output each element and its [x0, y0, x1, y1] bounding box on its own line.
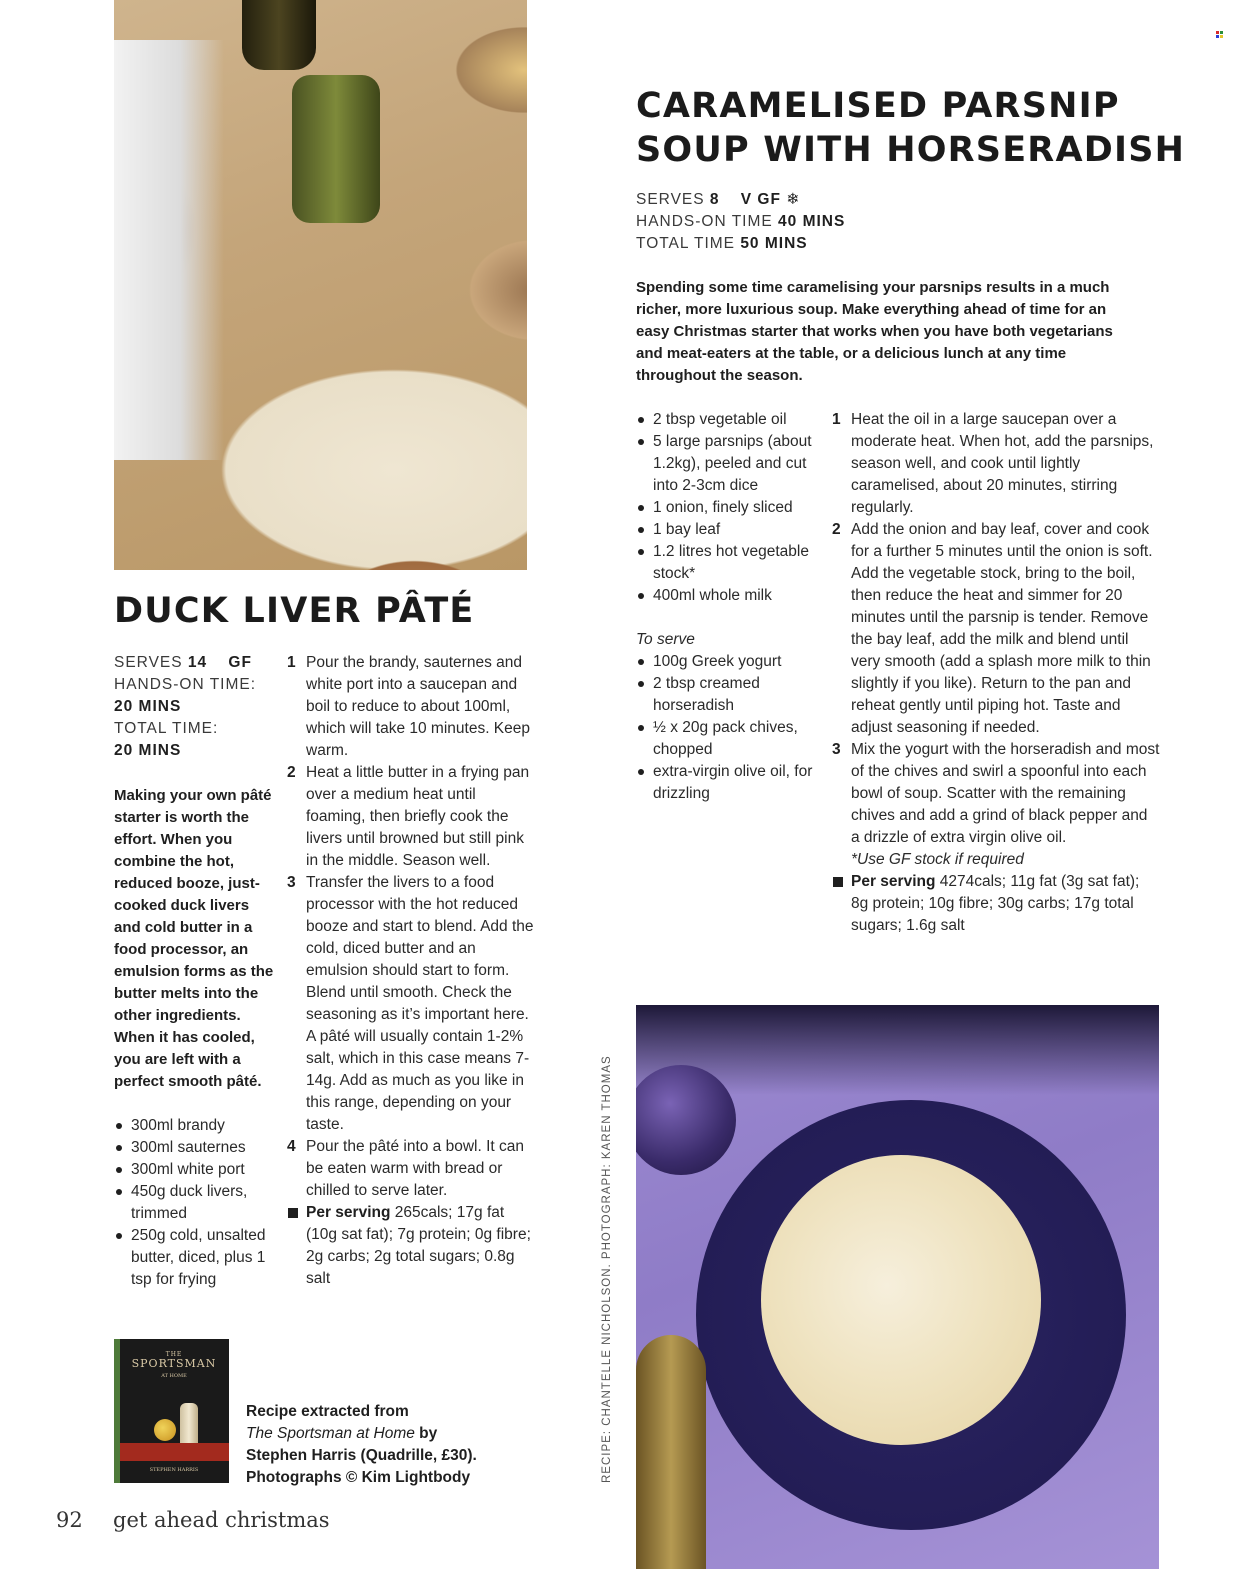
list-item: 2 tbsp vegetable oil	[636, 409, 826, 431]
list-item: 100g Greek yogurt	[636, 651, 826, 673]
list-item: ½ x 20g pack chives, chopped	[636, 717, 826, 761]
nutrition: Per serving 265cals; 17g fat (10g sat fat); 7g protein; 0g fibre; 2g carbs; 2g total sugars; 0.8g salt	[287, 1202, 537, 1290]
photo-credit: RECIPE: CHANTELLE NICHOLSON. PHOTOGRAPH: KAREN THOMAS	[601, 1055, 613, 1483]
soup-photo	[636, 1005, 1159, 1569]
milk-bottle-shape	[180, 1403, 198, 1447]
soup-method	[832, 409, 1160, 937]
method-step: 1 Heat the oil in a large saucepan over a moderate heat. When hot, add the parsnips, season well, and cook until lightly caramelised, about 20 minutes, stirring regularly.	[832, 411, 1154, 516]
soup-ingredients	[636, 409, 826, 805]
bauble-shape	[636, 1065, 736, 1175]
to-serve-heading: To serve	[636, 631, 695, 648]
list-item: 300ml white port	[114, 1159, 274, 1181]
registration-mark-icon	[1216, 31, 1223, 38]
pate-method-list	[287, 652, 537, 1290]
pate-photo	[114, 0, 527, 570]
book-cover-title: SPORTSMAN	[131, 1357, 217, 1370]
soup-title: CARAMELISED PARSNIP SOUP WITH HORSERADISH	[636, 86, 1186, 170]
pate-ingredients	[114, 1115, 274, 1291]
square-bullet-icon	[833, 877, 843, 887]
to-serve-list	[636, 651, 826, 805]
nutrition: Per serving 4274cals; 11g fat (3g sat fat); 8g protein; 10g fibre; 30g carbs; 17g total sugars; 1.6g salt	[832, 871, 1160, 937]
book-cover	[114, 1339, 229, 1483]
list-item: 400ml whole milk	[636, 585, 826, 607]
list-item: 300ml sauternes	[114, 1137, 274, 1159]
method-step: 2 Add the onion and bay leaf, cover and cook for a further 5 minutes until the onion is soft. Add the vegetable stock, bring to the boil, then reduce the heat and simmer for 20 minutes until the parsnip is tender. Remove the bay leaf, add the milk and blend until very smooth (add a splash more milk to thin slightly if you like). Return to the pan and reheat gently until piping hot. Taste and adjust seasoning if needed.	[832, 521, 1153, 736]
section-title: get ahead christmas	[113, 1508, 330, 1532]
method-step: 4 Pour the pâté into a bowl. It can be eaten warm with bread or chilled to serve later.	[287, 1138, 524, 1199]
pate-intro: Making your own pâté starter is worth the effort. When you combine the hot, reduced booze, just-cooked duck livers and cold butter in a food processor, an emulsion forms as the butter melts into the other ingredients. When it has cooled, you are left with a perfect smooth pâté.	[114, 787, 274, 1090]
spoon-shape	[636, 1335, 706, 1569]
list-item: 300ml brandy	[114, 1115, 274, 1137]
method-note: *Use GF stock if required	[851, 851, 1024, 868]
soup-method-list	[832, 409, 1160, 937]
page-number: 92	[56, 1508, 83, 1532]
book-cover-line: THE	[165, 1351, 183, 1358]
method-step: 3 Transfer the livers to a food processor with the hot reduced booze and start to blend. Add the cold, diced butter and an emulsion should start to form. Blend until smooth. Check the seasoning as it’s important here. A pâté will usually contain 1-2% salt, which in this case means 7-14g. Add as much as you like in this range, depending on your taste.	[287, 874, 534, 1133]
square-bullet-icon	[288, 1208, 298, 1218]
pate-title: DUCK LIVER PÂTÉ	[114, 591, 475, 631]
soup-shape	[761, 1155, 1041, 1445]
book-extract-credit: Recipe extracted from The Sportsman at Home by Stephen Harris (Quadrille, £30). Photographs © Kim Lightbody	[246, 1403, 477, 1486]
lemon-shape	[154, 1419, 176, 1441]
list-item: extra-virgin olive oil, for drizzling	[636, 761, 826, 805]
linen-cloth-shape	[114, 40, 224, 460]
list-item: 250g cold, unsalted butter, diced, plus 1 tsp for frying	[114, 1225, 274, 1291]
book-cover-author: STEPHEN HARRIS	[149, 1467, 199, 1473]
list-item: 1 bay leaf	[636, 519, 826, 541]
pate-ingredient-list	[114, 1115, 274, 1291]
pate-method	[287, 652, 537, 1290]
list-item: 1.2 litres hot vegetable stock*	[636, 541, 826, 585]
soup-intro: Spending some time caramelising your parsnips results in a much richer, more luxurious soup. Make everything ahead of time for an easy Christmas starter that works when you have both vegetarians and meat-eaters at the table, or a delicious lunch at any time throughout the season.	[636, 279, 1113, 384]
bottle-shape	[242, 0, 316, 70]
capers-jar-shape	[292, 75, 380, 223]
method-step: 1 Pour the brandy, sauternes and white port into a saucepan and boil to reduce to about 100ml, which will take 10 minutes. Keep warm.	[287, 654, 531, 759]
snowflake-icon: ❄	[786, 191, 801, 208]
soup-ingredient-list	[636, 409, 826, 607]
method-step: 3 Mix the yogurt with the horseradish and most of the chives and swirl a spoonful into each bowl of soup. Scatter with the remaining chives and add a grind of black pepper and a drizzle of extra virgin olive oil.	[832, 741, 1160, 846]
soup-meta: SERVES 8 V GF ❄ HANDS-ON TIME 40 MINS TOTAL TIME 50 MINS	[636, 191, 846, 252]
method-step: 2 Heat a little butter in a frying pan over a medium heat until foaming, then briefly cook the livers until browned but still pink in the middle. Season well.	[287, 764, 530, 869]
list-item: 450g duck livers, trimmed	[114, 1181, 274, 1225]
list-item: 2 tbsp creamed horseradish	[636, 673, 826, 717]
table-shape	[120, 1443, 229, 1461]
book-cover-subtitle: AT HOME	[161, 1373, 187, 1379]
pate-meta: SERVES 14 GF HANDS-ON TIME: 20 MINS TOTAL TIME: 20 MINS	[114, 654, 257, 759]
list-item: 5 large parsnips (about 1.2kg), peeled and cut into 2-3cm dice	[636, 431, 826, 497]
list-item: 1 onion, finely sliced	[636, 497, 826, 519]
